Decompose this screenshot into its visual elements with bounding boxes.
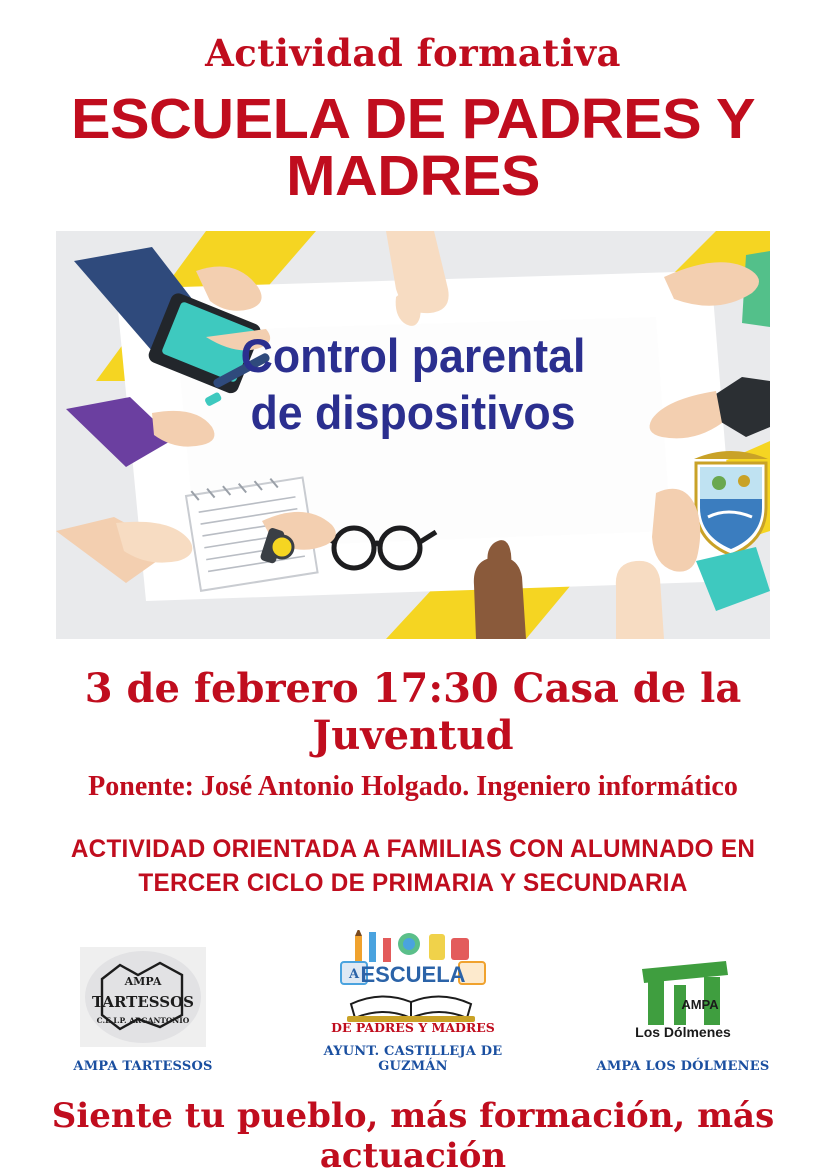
audience-line-1: ACTIVIDAD ORIENTADA A FAMILIAS CON ALUMNADO EN — [70, 834, 756, 863]
ampa-los-dolmenes-logo — [584, 945, 782, 1049]
topic-line-2: de dispositivos — [250, 386, 576, 440]
hands-around-table-illustration — [56, 231, 770, 639]
event-details — [0, 665, 826, 901]
dolmenes-text-top: AMPA — [681, 997, 719, 1013]
ampa-tartessos-text-bottom: C.E.I.P. ARGANTONIO — [96, 1016, 190, 1026]
ampa-tartessos-logo — [44, 945, 242, 1049]
logo-block-ampa-tartessos — [44, 945, 242, 1074]
event-audience — [12, 833, 813, 901]
escuela-text-bottom: DE PADRES Y MADRES — [331, 1020, 495, 1035]
escuela-logo-art — [325, 930, 501, 1034]
hand-pointing-up-right — [616, 561, 664, 639]
event-date-place: 3 de febrero 17:30 Casa de la Juventud — [84, 664, 742, 759]
audience-line-2: TERCER CICLO DE PRIMARIA Y SECUNDARIA — [138, 868, 688, 897]
ampa-tartessos-text-mid: TARTESSOS — [91, 993, 195, 1012]
logo-caption-ampa-tartessos: AMPA TARTESSOS — [73, 1059, 213, 1075]
ampa-dolmenes-logo-art — [608, 945, 758, 1049]
logo-caption-ampa-dolmenes: AMPA LOS DÓLMENES — [596, 1059, 770, 1075]
illustration-topic — [74, 327, 752, 442]
ampa-tartessos-text-top: AMPA — [124, 975, 162, 989]
ampa-tartessos-logo-art — [68, 945, 218, 1049]
event-speaker: Ponente: José Antonio Holgado. Ingeniero informático — [88, 770, 738, 802]
poster-header — [0, 0, 826, 208]
page-title: ESCUELA DE PADRES Y MADRES — [70, 86, 756, 208]
poster-kicker: Actividad formativa — [205, 31, 621, 75]
logo-block-ampa-dolmenes — [584, 945, 782, 1074]
logo-caption-ayuntamiento: AYUNT. CASTILLEJA DE GUZMÁN — [323, 1044, 503, 1075]
dolmenes-text-bottom: Los Dólmenes — [635, 1024, 731, 1041]
logo-block-escuela-padres — [314, 930, 512, 1074]
sponsor-logos — [0, 930, 826, 1074]
topic-line-1: Control parental — [240, 328, 586, 382]
escuela-text-top: ESCUELA — [360, 962, 466, 988]
escuela-de-padres-y-madres-logo — [314, 930, 512, 1034]
svg-text:A: A — [348, 967, 360, 983]
poster-slogan: Siente tu pueblo, más formación, más actuación — [51, 1096, 775, 1176]
